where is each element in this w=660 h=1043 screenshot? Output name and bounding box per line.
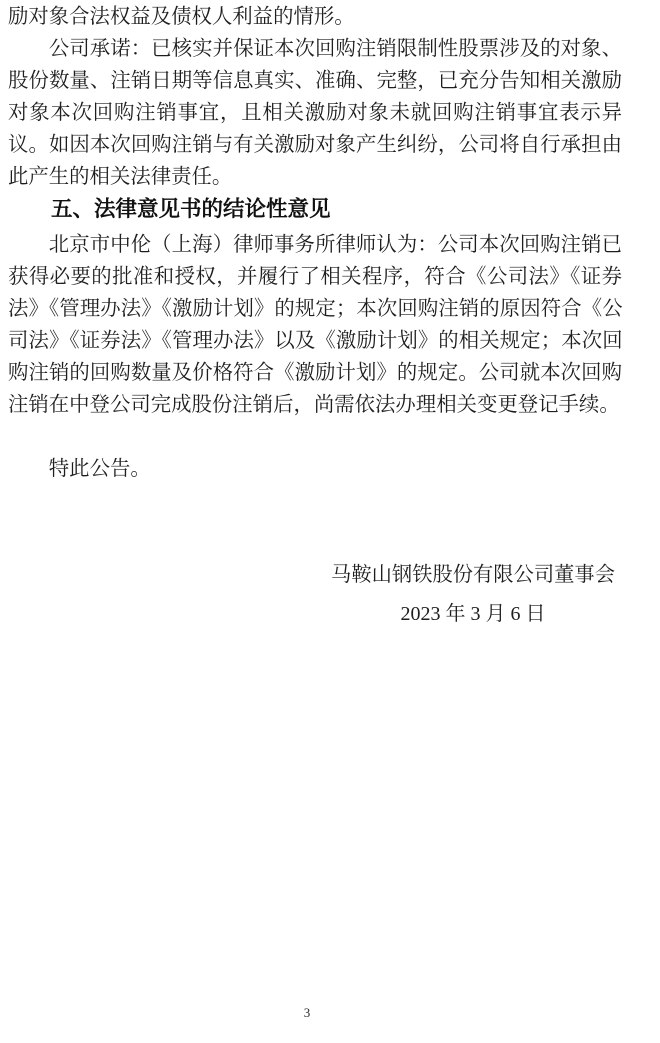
section-heading: 五、法律意见书的结论性意见 — [51, 197, 331, 221]
document-body — [8, 1, 622, 630]
commitment-line-1: 公司承诺：已核实并保证本次回购注销限制性股票涉及的对象、 — [48, 38, 622, 60]
commitment-line-3: 对象本次回购注销事宜，且相关激励对象未就回购注销事宜表示异 — [8, 102, 622, 124]
legal-opinion-line-5: 购注销的回购数量及价格符合《激励计划》的规定。公司就本次回购 — [8, 362, 622, 384]
closing-line: 特此公告。 — [48, 458, 151, 480]
date-line: 2023 年 3 月 6 日 — [400, 603, 546, 625]
intro-continuation-line: 励对象合法权益及债权人利益的情形。 — [8, 6, 355, 28]
spacer — [8, 485, 622, 559]
legal-opinion-line-6: 注销在中登公司完成股份注销后，尚需依法办理相关变更登记手续。 — [8, 394, 620, 416]
legal-opinion-line-2: 获得必要的批准和授权，并履行了相关程序，符合《公司法》《证券 — [8, 266, 622, 288]
spacer — [8, 421, 622, 453]
commitment-line-2: 股份数量、注销日期等信息真实、准确、完整，已充分告知相关激励 — [8, 70, 622, 92]
signature-inner — [331, 559, 615, 630]
page-number: 3 — [303, 1005, 311, 1020]
signature-block — [8, 559, 622, 630]
commitment-line-4: 议。如因本次回购注销与有关激励对象产生纠纷，公司将自行承担由 — [8, 134, 622, 156]
legal-opinion-line-4: 司法》《证券法》《管理办法》以及《激励计划》的相关规定；本次回 — [8, 330, 622, 352]
legal-opinion-line-3: 法》《管理办法》《激励计划》的规定；本次回购注销的原因符合《公 — [8, 298, 622, 320]
legal-opinion-line-1: 北京市中伦（上海）律师事务所律师认为：公司本次回购注销已 — [48, 234, 622, 256]
signature-line: 马鞍山钢铁股份有限公司董事会 — [331, 564, 615, 586]
commitment-line-5: 此产生的相关法律责任。 — [8, 166, 233, 188]
